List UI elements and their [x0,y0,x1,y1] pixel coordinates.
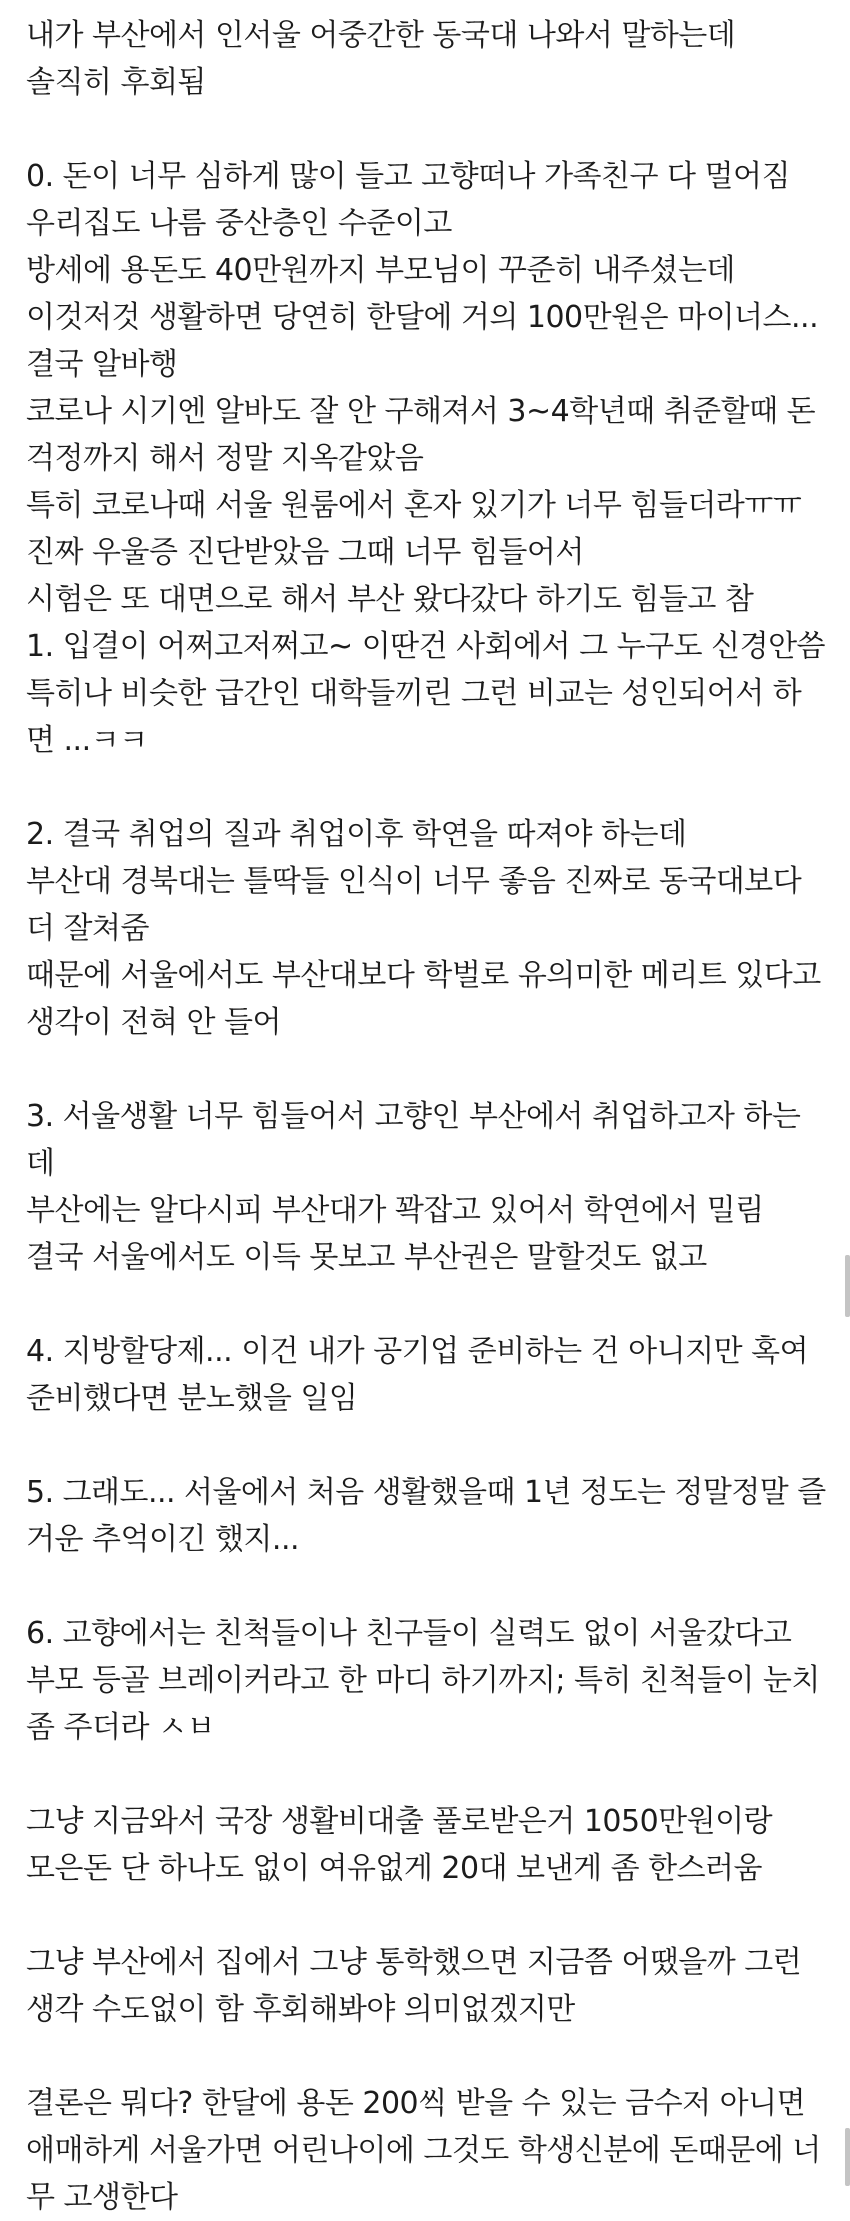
post-line: 2. 결국 취업의 질과 취업이후 학연을 따져야 하는데 [26,817,687,852]
post-line: 걱정까지 해서 정말 지옥같았음 [26,441,424,476]
post-line: 무 고생한다 [26,2180,178,2215]
paragraph-gap [26,1563,826,1610]
post-line: 때문에 서울에서도 부산대보다 학벌로 유의미한 메리트 있다고 [26,958,821,993]
post-line: 좀 주더라 ㅅㅂ [26,1710,215,1745]
post-line: 솔직히 후회됨 [26,65,206,100]
post-line: 결론은 뭐다? 한달에 용돈 200씩 받을 수 있는 금수저 아니면 [26,2086,806,2121]
post-line: 코로나 시기엔 알바도 잘 안 구해져서 3~4학년때 취준할때 돈 [26,394,816,429]
post-line: 부산에는 알다시피 부산대가 꽉잡고 있어서 학연에서 밀림 [26,1193,764,1228]
post-line: 특히나 비슷한 급간인 대학들끼린 그런 비교는 성인되어서 하 [26,676,802,711]
post-line: 그냥 지금와서 국장 생활비대출 풀로받은거 1050만원이랑 [26,1804,773,1839]
post-line: 우리집도 나름 중산층인 수준이고 [26,206,452,241]
post-line: 4. 지방할당제... 이건 내가 공기업 준비하는 건 아니지만 혹여 [26,1334,809,1369]
paragraph-gap [26,106,826,153]
post-line: 5. 그래도... 서울에서 처음 생활했을때 1년 정도는 정말정말 즐 [26,1475,826,1510]
post-line: 데 [26,1146,55,1181]
post-body [26,12,826,2221]
post-line: 모은돈 단 하나도 없이 여유없게 20대 보낸게 좀 한스러움 [26,1851,763,1886]
post-line: 내가 부산에서 인서울 어중간한 동국대 나와서 말하는데 [26,18,736,53]
post-line: 결국 알바행 [26,347,178,382]
post-line: 6. 고향에서는 친척들이나 친구들이 실력도 없이 서울갔다고 [26,1616,792,1651]
scrollbar-indicator-bottom[interactable] [845,2128,850,2186]
paragraph-gap [26,2033,826,2080]
post-line: 준비했다면 분노했을 일임 [26,1381,358,1416]
post-line: 0. 돈이 너무 심하게 많이 들고 고향떠나 가족친구 다 멀어짐 [26,159,790,194]
post-line: 거운 추억이긴 했지... [26,1522,300,1557]
post-line: 진짜 우울증 진단받았음 그때 너무 힘들어서 [26,535,584,570]
post-line: 그냥 부산에서 집에서 그냥 통학했으면 지금쯤 어땠을까 그런 [26,1945,802,1980]
paragraph-gap [26,1281,826,1328]
paragraph-gap [26,1046,826,1093]
post-line: 생각이 전혀 안 들어 [26,1005,281,1040]
post-line: 이것저것 생활하면 당연히 한달에 거의 100만원은 마이너스... [26,300,819,335]
paragraph-gap [26,764,826,811]
post-line: 생각 수도없이 함 후회해봐야 의미없겠지만 [26,1992,575,2027]
paragraph-gap [26,1892,826,1939]
post-line: 부모 등골 브레이커라고 한 마디 하기까지; 특히 친척들이 눈치 [26,1663,820,1698]
paragraph-gap [26,1751,826,1798]
post-line: 특히 코로나때 서울 원룸에서 혼자 있기가 너무 힘들더라ㅠㅠ [26,488,802,523]
post-line: 애매하게 서울가면 어린나이에 그것도 학생신분에 돈때문에 너 [26,2133,821,2168]
post-line: 면 ...ㅋㅋ [26,723,148,758]
post-line: 결국 서울에서도 이득 못보고 부산권은 말할것도 없고 [26,1240,707,1275]
post-line: 시험은 또 대면으로 해서 부산 왔다갔다 하기도 힘들고 참 [26,582,754,617]
post-line: 부산대 경북대는 틀딱들 인식이 너무 좋음 진짜로 동국대보다 [26,864,802,899]
scrollbar-indicator-top[interactable] [845,1255,850,1317]
post-line: 1. 입결이 어쩌고저쩌고~ 이딴건 사회에서 그 누구도 신경안씀 [26,629,826,664]
post-line: 더 잘쳐줌 [26,911,149,946]
post-line: 3. 서울생활 너무 힘들어서 고향인 부산에서 취업하고자 하는 [26,1099,801,1134]
post-line: 방세에 용돈도 40만원까지 부모님이 꾸준히 내주셨는데 [26,253,735,288]
paragraph-gap [26,1422,826,1469]
